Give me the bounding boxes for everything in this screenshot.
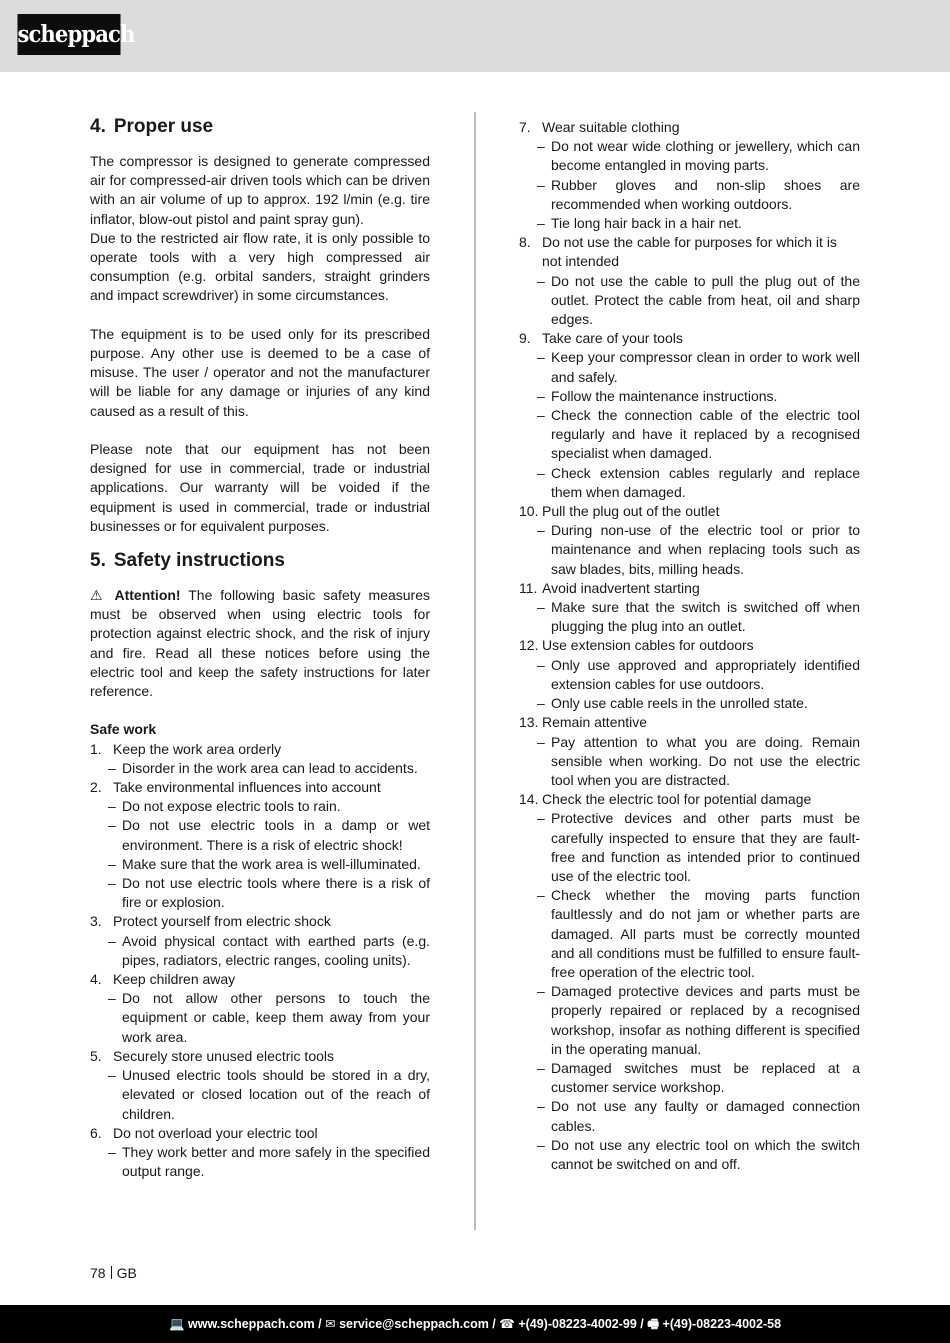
safety-item-number: 12. xyxy=(519,637,539,654)
footer-separator: / xyxy=(488,1317,500,1331)
safety-sub-item-text: Unused electric tools should be stored in a dry, elevated or closed location out of the reach of children. xyxy=(122,1067,430,1122)
safety-item-title: Wear suitable clothing xyxy=(542,119,680,135)
safety-sub-item-text: Pay attention to what you are doing. Remain sensible when working. Do not use the electric tool when you are distracted. xyxy=(551,733,860,788)
safety-item-number: 1. xyxy=(90,740,102,757)
right-column xyxy=(519,118,860,1174)
safety-item-title: Keep the work area orderly xyxy=(113,740,282,757)
safety-sub-item xyxy=(519,694,860,713)
safety-sub-item xyxy=(519,733,860,791)
dash-bullet: – xyxy=(537,407,545,424)
safety-item-title: Check the electric tool for potential damage xyxy=(542,791,812,808)
safety-sub-item xyxy=(90,874,430,912)
safety-sub-item xyxy=(90,1066,430,1124)
footer-fax: +(49)-08223-4002-58 xyxy=(662,1317,782,1331)
safety-sub-item-text: Keep your compressor clean in order to work well and safely. xyxy=(551,349,860,385)
safety-item-number: 14. xyxy=(519,791,539,808)
safety-sub-item-text: Only use approved and appropriately identified extension cables for use outdoors. xyxy=(551,656,860,692)
section-4-heading xyxy=(90,114,430,140)
safety-sub-item-text: Only use cable reels in the unrolled state. xyxy=(551,695,808,712)
scheppach-logo: scheppach xyxy=(17,14,120,55)
safety-sub-item xyxy=(519,176,860,214)
safety-sub-item xyxy=(90,797,430,816)
safety-sub-item-text: Do not use any electric tool on which the switch cannot be switched on and off. xyxy=(551,1136,860,1172)
safety-item-number: 3. xyxy=(90,913,102,930)
safety-sub-item xyxy=(519,406,860,464)
safety-list-left xyxy=(90,740,430,1182)
dash-bullet: – xyxy=(108,932,116,949)
dash-bullet: – xyxy=(537,464,545,481)
safety-item-title: Take environmental influences into account xyxy=(113,779,381,796)
safety-item xyxy=(519,233,860,271)
safety-item-number: 11. xyxy=(519,579,538,596)
safety-sub-item xyxy=(519,214,860,233)
proper-use-paragraph: Please note that our equipment has not been designed for use in commercial, trade or industrial applications. Our warranty will be voided if the equipment is used in commercial, trade or industrial businesses or for equivalent purposes. xyxy=(90,441,430,534)
safety-sub-item xyxy=(519,982,860,1059)
safety-sub-item xyxy=(519,272,860,330)
safety-item-number: 2. xyxy=(90,779,102,796)
dash-bullet: – xyxy=(537,887,545,904)
dash-bullet: – xyxy=(537,349,545,366)
safety-item xyxy=(90,778,430,797)
computer-icon: 💻 xyxy=(168,1317,185,1331)
warning-icon: ⚠ xyxy=(90,587,107,604)
safety-sub-item xyxy=(519,387,860,406)
safety-item xyxy=(90,970,430,989)
safety-item xyxy=(519,636,860,655)
safety-sub-item-text: Check whether the moving parts function faultlessly and do not jam or whether parts are damaged. All parts must be correctly mounted and all conditions must be fulfilled to ensure fault-free operation of the electric tool. xyxy=(551,887,860,980)
dash-bullet: – xyxy=(537,733,545,750)
header-band xyxy=(0,0,950,72)
safety-sub-item-text: Check extension cables regularly and replace them when damaged. xyxy=(551,464,860,500)
page-number xyxy=(90,1264,137,1282)
safety-sub-item-text: Protective devices and other parts must be carefully inspected to ensure that they are fault-free and function as intended prior to continued use of the electric tool. xyxy=(551,810,860,884)
section-5-heading xyxy=(90,548,430,574)
safety-sub-item-text: Check the connection cable of the electric tool regularly and have it replaced by a recognised specialist when damaged. xyxy=(551,407,860,462)
safety-item xyxy=(90,740,430,759)
safety-item xyxy=(519,329,860,348)
safety-sub-item-text: Make sure that the switch is switched off when plugging the plug into an outlet. xyxy=(551,599,860,635)
dash-bullet: – xyxy=(537,138,545,155)
dash-bullet: – xyxy=(108,990,116,1007)
attention-label: Attention! xyxy=(114,587,181,604)
safety-sub-item xyxy=(519,809,860,886)
safety-sub-item-text: They work better and more safely in the specified output range. xyxy=(122,1143,430,1180)
fax-icon: 🖷 xyxy=(647,1317,660,1331)
left-column xyxy=(90,114,430,1181)
safety-item xyxy=(519,118,860,137)
safety-item-title: Do not overload your electric tool xyxy=(113,1124,318,1141)
safety-item-title: Use extension cables for outdoors xyxy=(542,637,754,654)
safety-sub-item xyxy=(519,137,860,175)
safety-item-title: Take care of your tools xyxy=(542,330,683,347)
footer-phone: +(49)-08223-4002-99 xyxy=(518,1317,637,1331)
safety-item xyxy=(519,790,860,809)
dash-bullet: – xyxy=(537,599,545,616)
safety-sub-item xyxy=(519,521,860,579)
safety-item xyxy=(90,1047,430,1066)
dash-bullet: – xyxy=(108,817,116,834)
safety-sub-item-text: Damaged switches must be replaced at a customer service workshop. xyxy=(551,1059,860,1096)
safety-item-title: Avoid inadvertent starting xyxy=(542,579,700,596)
safety-sub-item xyxy=(90,989,430,1047)
footer-bar xyxy=(0,1305,950,1343)
safety-sub-item-text: Rubber gloves and non-slip shoes are recommended when working outdoors. xyxy=(551,176,860,212)
safety-sub-item-text: Do not wear wide clothing or jewellery, which can become entangled in moving parts. xyxy=(551,138,860,174)
safety-item-number: 7. xyxy=(519,119,531,135)
section-5-title: Safety instructions xyxy=(113,550,285,572)
dash-bullet: – xyxy=(108,1067,116,1084)
safety-sub-item xyxy=(519,656,860,694)
safety-sub-item-text: Damaged protective devices and parts must be properly repaired or replaced by a recognised workshop, insofar as nothing different is specified in the operating manual. xyxy=(551,983,860,1057)
safety-sub-item-text: Do not use electric tools where there is a risk of fire or explosion. xyxy=(122,875,430,911)
attention-paragraph xyxy=(90,586,430,701)
safety-sub-item xyxy=(90,855,430,874)
dash-bullet: – xyxy=(537,695,545,712)
safety-item-number: 6. xyxy=(90,1124,102,1141)
dash-bullet: – xyxy=(537,1098,545,1115)
mail-icon: ✉ xyxy=(325,1317,336,1331)
safety-sub-item-text: Disorder in the work area can lead to accidents. xyxy=(122,759,418,776)
safety-sub-item xyxy=(519,348,860,386)
dash-bullet: – xyxy=(108,855,116,872)
safety-sub-item-text: Avoid physical contact with earthed parts (e.g. pipes, radiators, electric ranges, cooling units). xyxy=(122,932,430,968)
safety-sub-item xyxy=(519,886,860,982)
dash-bullet: – xyxy=(537,1136,545,1153)
safety-item-title: Pull the plug out of the outlet xyxy=(542,503,720,520)
safety-item xyxy=(519,579,860,598)
safety-item xyxy=(90,912,430,931)
safety-list-right xyxy=(519,118,860,1174)
safety-sub-item xyxy=(519,464,860,502)
phone-icon: ☎ xyxy=(499,1317,515,1331)
safety-item-number: 10. xyxy=(519,503,539,520)
dash-bullet: – xyxy=(537,215,545,232)
safety-sub-item-text: During non-use of the electric tool or prior to maintenance and when replacing tools such as saw blades, bits, milling heads. xyxy=(551,522,860,577)
safety-item-title: Keep children away xyxy=(113,971,236,988)
attention-text: The following basic safety measures must be observed when using electric tools for protection against electric shock, and the risk of injury and fire. Read all these notices before using the electric tool and keep the safety instructions for later reference. xyxy=(90,587,430,700)
page-separator xyxy=(111,1266,112,1279)
proper-use-paragraph: Due to the restricted air flow rate, it is only possible to operate tools with a very high compressed air consumption (e.g. orbital sanders, straight grinders and impact screwdriver) in some circumstances. xyxy=(90,229,430,304)
section-5-number: 5. xyxy=(90,550,106,572)
dash-bullet: – xyxy=(537,176,545,193)
safety-sub-item-text: Make sure that the work area is well-illuminated. xyxy=(122,855,421,872)
dash-bullet: – xyxy=(537,1059,545,1076)
dash-bullet: – xyxy=(108,759,116,776)
safety-item-title: Do not use the cable for purposes for which it is not intended xyxy=(542,234,837,270)
dash-bullet: – xyxy=(537,387,545,404)
column-divider xyxy=(474,112,476,1230)
safety-sub-item-text: Do not expose electric tools to rain. xyxy=(122,798,341,815)
page-language: GB xyxy=(116,1265,137,1281)
safety-item-title: Protect yourself from electric shock xyxy=(113,913,331,930)
page-number-value: 78 xyxy=(90,1265,106,1281)
safety-item xyxy=(519,502,860,521)
safety-item-number: 9. xyxy=(519,330,531,347)
section-4-number: 4. xyxy=(90,116,106,137)
safety-sub-item-text: Do not use electric tools in a damp or wet environment. There is a risk of electric shock! xyxy=(122,817,430,853)
safety-item-number: 13. xyxy=(519,714,539,731)
dash-bullet: – xyxy=(537,810,545,827)
proper-use-paragraph: The compressor is designed to generate compressed air for compressed-air driven tools which can be driven with an air volume of up to approx. 192 l/min (e.g. tire inflator, blow-out pistol and paint spray gun). xyxy=(90,153,430,227)
safety-sub-item-text: Do not use any faulty or damaged connection cables. xyxy=(551,1098,860,1134)
safety-item-number: 4. xyxy=(90,971,102,988)
safety-sub-item-text: Tie long hair back in a hair net. xyxy=(551,215,742,232)
safety-sub-item xyxy=(519,598,860,636)
safety-sub-item xyxy=(90,932,430,970)
proper-use-paragraph: The equipment is to be used only for its prescribed purpose. Any other use is deemed to be a case of misuse. The user / operator and not the manufacturer will be liable for any damage or injuries of any kind caused as a result of this. xyxy=(90,325,430,419)
safety-item xyxy=(90,1124,430,1143)
safety-item xyxy=(519,713,860,732)
safety-item-title: Securely store unused electric tools xyxy=(113,1047,334,1064)
safety-sub-item xyxy=(519,1136,860,1174)
safe-work-heading: Safe work xyxy=(90,721,157,738)
safety-sub-item xyxy=(90,1143,430,1181)
footer-separator: / xyxy=(314,1317,326,1331)
footer-website[interactable]: www.scheppach.com xyxy=(188,1317,315,1331)
safety-sub-item xyxy=(90,759,430,778)
safety-item-title: Remain attentive xyxy=(542,714,648,731)
safety-sub-item xyxy=(519,1097,860,1135)
safety-sub-item-text: Do not use the cable to pull the plug out of the outlet. Protect the cable from heat, oil and sharp edges. xyxy=(551,272,860,328)
dash-bullet: – xyxy=(537,522,545,539)
footer-email[interactable]: service@scheppach.com xyxy=(339,1317,489,1331)
footer-separator: / xyxy=(636,1317,648,1331)
dash-bullet: – xyxy=(537,272,545,289)
dash-bullet: – xyxy=(108,1143,116,1160)
safety-sub-item xyxy=(90,816,430,854)
safety-sub-item-text: Do not allow other persons to touch the equipment or cable, keep them away from your work area. xyxy=(122,990,430,1045)
dash-bullet: – xyxy=(537,656,545,673)
safety-sub-item xyxy=(519,1059,860,1097)
safety-sub-item-text: Follow the maintenance instructions. xyxy=(551,387,778,404)
safety-item-number: 8. xyxy=(519,234,531,251)
safety-item-number: 5. xyxy=(90,1047,102,1064)
dash-bullet: – xyxy=(108,798,116,815)
dash-bullet: – xyxy=(108,875,116,892)
section-4-title: Proper use xyxy=(113,116,214,137)
dash-bullet: – xyxy=(537,983,545,1000)
